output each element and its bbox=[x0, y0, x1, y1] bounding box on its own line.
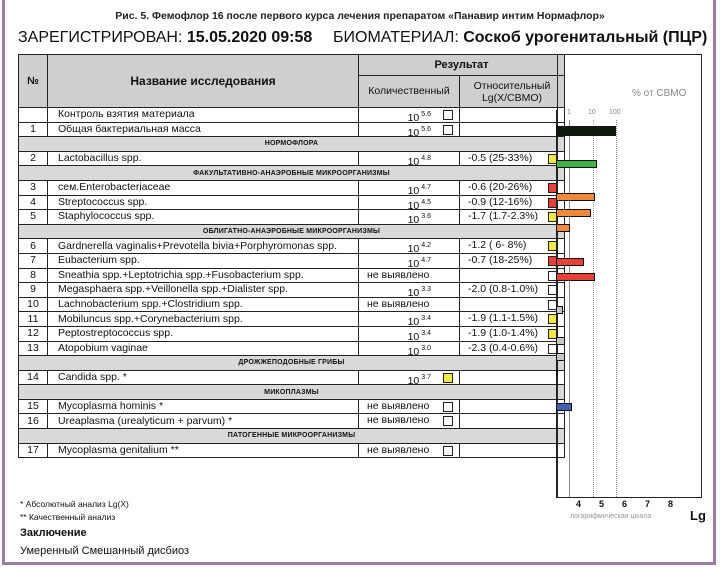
row-number bbox=[19, 108, 48, 123]
conclusion-label: Заключение bbox=[20, 527, 87, 539]
test-name: Lachnobacterium spp.+Clostridium spp. bbox=[48, 297, 359, 312]
col-num-header: № bbox=[19, 55, 48, 108]
qty-cell bbox=[359, 399, 460, 414]
section-row bbox=[19, 224, 565, 239]
test-name: Lactobacillus spp. bbox=[48, 151, 359, 166]
chart-bar bbox=[556, 160, 597, 168]
row-number: 10 bbox=[19, 297, 48, 312]
rel-value: -2.0 (0.8-1.0%) bbox=[468, 283, 539, 296]
row-number: 7 bbox=[19, 253, 48, 268]
chart-bar bbox=[556, 337, 565, 345]
table-row bbox=[19, 414, 565, 429]
x-tick-label: 4 bbox=[576, 499, 582, 509]
test-name: Eubacterium spp. bbox=[48, 253, 359, 268]
qty-value: 10 $^{3.6}$ bbox=[407, 213, 431, 227]
gridline-100pct bbox=[616, 120, 617, 497]
rel-value: -0.6 (20-26%) bbox=[468, 180, 533, 193]
chart-title: % от СВМО bbox=[632, 88, 687, 99]
rel-value: -2.3 (0.4-0.6%) bbox=[468, 341, 539, 354]
chart-bar bbox=[556, 224, 570, 232]
rel-cell bbox=[460, 399, 565, 414]
qty-value: 10 $^{5.6}$ bbox=[407, 125, 431, 139]
gridline-1pct bbox=[569, 120, 570, 497]
test-name: Gardnerella vaginalis+Prevotella bivia+Porphyromonas spp. bbox=[48, 239, 359, 254]
qty-cell bbox=[359, 268, 460, 283]
section-row bbox=[19, 166, 565, 181]
rel-cell bbox=[460, 443, 565, 458]
row-number: 8 bbox=[19, 268, 48, 283]
table-header-row bbox=[19, 55, 565, 76]
test-name: Megasphaera spp.+Veillonella spp.+Dialister spp. bbox=[48, 283, 359, 298]
pct-tick-100: 100 bbox=[609, 109, 621, 116]
section-row bbox=[19, 385, 565, 400]
row-number: 17 bbox=[19, 443, 48, 458]
section-title: ОБЛИГАТНО-АНАЭРОБНЫЕ МИКРООРГАНИЗМЫ bbox=[19, 224, 565, 239]
table-row bbox=[19, 239, 565, 254]
status-flag-icon bbox=[443, 446, 453, 456]
row-number: 4 bbox=[19, 195, 48, 210]
rel-cell bbox=[460, 195, 565, 210]
qty-value: 10 $^{4.7}$ bbox=[407, 256, 431, 270]
table-row bbox=[19, 283, 565, 298]
row-number: 2 bbox=[19, 151, 48, 166]
rel-cell bbox=[460, 414, 565, 429]
row-number: 1 bbox=[19, 122, 48, 137]
section-title: ПАТОГЕННЫЕ МИКРООРГАНИЗМЫ bbox=[19, 429, 565, 444]
row-number: 5 bbox=[19, 210, 48, 225]
table-row bbox=[19, 108, 565, 123]
test-name: сем.Enterobacteriaceae bbox=[48, 180, 359, 195]
section-title: НОРМОФЛОРА bbox=[19, 137, 565, 152]
qty-value: 10 $^{5.6}$ bbox=[407, 111, 431, 124]
rel-cell bbox=[460, 239, 565, 254]
qty-cell bbox=[359, 443, 460, 458]
rel-cell bbox=[460, 283, 565, 298]
x-tick-label: 8 bbox=[668, 499, 674, 509]
section-title: ФАКУЛЬТАТИВНО-АНАЭРОБНЫЕ МИКРООРГАНИЗМЫ bbox=[19, 166, 565, 181]
row-number: 13 bbox=[19, 341, 48, 356]
section-row bbox=[19, 429, 565, 444]
test-name: Streptococcus spp. bbox=[48, 195, 359, 210]
qty-cell bbox=[359, 180, 460, 195]
table-row bbox=[19, 268, 565, 283]
test-name: Mycoplasma genitalium ** bbox=[48, 443, 359, 458]
qty-not-detected: не выявлено bbox=[367, 414, 430, 427]
biomaterial-value: Соскоб урогенитальный (ПЦР) bbox=[463, 29, 708, 46]
test-name: Ureaplasma (urealyticum + parvum) * bbox=[48, 414, 359, 429]
qty-cell bbox=[359, 195, 460, 210]
rel-value: -0.7 (18-25%) bbox=[468, 253, 533, 266]
row-number: 9 bbox=[19, 283, 48, 298]
rel-cell bbox=[460, 326, 565, 341]
figure-caption: Рис. 5. Фемофлор 16 после первого курса лечения препаратом «Панавир интим Нормафлор» bbox=[115, 10, 605, 22]
qty-value: 10 $^{3.7}$ bbox=[407, 373, 431, 387]
rel-cell bbox=[460, 297, 565, 312]
results-table bbox=[18, 54, 565, 458]
rel-value: -1.7 (1.7-2.3%) bbox=[468, 210, 539, 223]
row-number: 16 bbox=[19, 414, 48, 429]
section-title: МИКОПЛАЗМЫ bbox=[19, 385, 565, 400]
status-flag-icon bbox=[443, 110, 453, 120]
table-row bbox=[19, 122, 565, 137]
qty-value: 10 $^{3.4}$ bbox=[407, 315, 431, 329]
qty-cell bbox=[359, 326, 460, 341]
col-rel-header: Относительный Lg(X/СВМО) bbox=[460, 76, 565, 108]
qty-cell bbox=[359, 297, 460, 312]
qty-value: 10 $^{3.3}$ bbox=[407, 286, 431, 300]
gridline-10pct bbox=[593, 120, 594, 497]
chart-bar bbox=[556, 403, 572, 411]
table-row bbox=[19, 195, 565, 210]
section-row bbox=[19, 137, 565, 152]
row-number: 3 bbox=[19, 180, 48, 195]
rel-cell bbox=[460, 151, 565, 166]
table-row bbox=[19, 370, 565, 385]
qty-cell bbox=[359, 210, 460, 225]
qty-cell bbox=[359, 341, 460, 356]
qty-value: 10 $^{4.7}$ bbox=[407, 183, 431, 197]
qty-not-detected: не выявлено bbox=[367, 443, 430, 456]
axis-label-lg: Lg bbox=[690, 508, 706, 523]
qty-value: 10 $^{4.5}$ bbox=[407, 198, 431, 212]
registered-value: 15.05.2020 09:58 bbox=[186, 29, 313, 46]
status-flag-icon bbox=[443, 373, 453, 383]
qty-not-detected: не выявлено bbox=[367, 399, 430, 412]
chart-bar bbox=[556, 258, 584, 266]
qty-cell bbox=[359, 283, 460, 298]
status-flag-icon bbox=[443, 416, 453, 426]
rel-value: -1.9 (1.1-1.5%) bbox=[468, 312, 539, 325]
rel-cell bbox=[460, 253, 565, 268]
test-name: Mycoplasma hominis * bbox=[48, 399, 359, 414]
qty-not-detected: не выявлено bbox=[367, 268, 430, 281]
row-number: 11 bbox=[19, 312, 48, 327]
table-row bbox=[19, 180, 565, 195]
chart-y-axis bbox=[556, 110, 557, 498]
qty-cell bbox=[359, 239, 460, 254]
rel-cell bbox=[460, 312, 565, 327]
test-name: Mobiluncus spp.+Corynebacterium spp. bbox=[48, 312, 359, 327]
pct-tick-10: 10 bbox=[588, 109, 596, 116]
test-name: Общая бактериальная масса bbox=[48, 122, 359, 137]
status-flag-icon bbox=[443, 125, 453, 135]
col-qty-header: Количественный bbox=[359, 76, 460, 108]
qty-value: 10 $^{3.4}$ bbox=[407, 329, 431, 343]
row-number: 12 bbox=[19, 326, 48, 341]
registered-label: ЗАРЕГИСТРИРОВАН: bbox=[18, 29, 183, 46]
qty-cell bbox=[359, 312, 460, 327]
rel-cell bbox=[460, 122, 565, 137]
qty-cell bbox=[359, 122, 460, 137]
biomaterial-label: БИОМАТЕРИАЛ: bbox=[333, 29, 459, 46]
chart-bar bbox=[556, 193, 595, 201]
chart-bar bbox=[556, 353, 565, 361]
table-row bbox=[19, 341, 565, 356]
table-row bbox=[19, 399, 565, 414]
rel-cell bbox=[460, 180, 565, 195]
rel-value: -1.2 ( 6- 8%) bbox=[468, 239, 527, 252]
table-row bbox=[19, 253, 565, 268]
table-row bbox=[19, 326, 565, 341]
col-name-header: Название исследования bbox=[48, 55, 359, 108]
status-flag-icon bbox=[443, 402, 453, 412]
x-tick-label: 5 bbox=[599, 499, 605, 509]
qty-not-detected: не выявлено bbox=[367, 297, 430, 310]
section-title: ДРОЖЖЕПОДОБНЫЕ ГРИБЫ bbox=[19, 356, 565, 371]
rel-value: -1.9 (1.0-1.4%) bbox=[468, 326, 539, 339]
qty-cell bbox=[359, 108, 460, 123]
chart-bar bbox=[556, 306, 563, 314]
qty-value: 10 $^{3.0}$ bbox=[407, 344, 431, 358]
x-tick-label: 7 bbox=[645, 499, 651, 509]
chart-x-axis bbox=[556, 497, 684, 498]
test-name: Sneathia spp.+Leptotrichia spp.+Fusobacterium spp. bbox=[48, 268, 359, 283]
test-name: Peptostreptococcus spp. bbox=[48, 326, 359, 341]
section-row bbox=[19, 356, 565, 371]
test-name: Candida spp. * bbox=[48, 370, 359, 385]
qty-cell bbox=[359, 151, 460, 166]
pct-tick-1: 1 bbox=[567, 109, 571, 116]
qty-value: 10 $^{4.2}$ bbox=[407, 242, 431, 256]
row-number: 6 bbox=[19, 239, 48, 254]
chart-bar bbox=[556, 273, 595, 281]
table-row bbox=[19, 210, 565, 225]
rel-cell bbox=[460, 341, 565, 356]
qty-cell bbox=[359, 414, 460, 429]
test-name: Контроль взятия материала bbox=[48, 108, 359, 123]
test-name: Staphylococcus spp. bbox=[48, 210, 359, 225]
col-result-header: Результат bbox=[359, 55, 565, 76]
table-row bbox=[19, 297, 565, 312]
chart-bar bbox=[556, 369, 558, 377]
qty-cell bbox=[359, 370, 460, 385]
chart-bar bbox=[556, 126, 616, 136]
registered-info bbox=[18, 29, 312, 47]
footnote-2: ** Качественный анализ bbox=[20, 512, 116, 522]
rel-cell bbox=[460, 370, 565, 385]
axis-note: логарифмическая шкала bbox=[570, 513, 652, 520]
row-number: 14 bbox=[19, 370, 48, 385]
biomaterial-info bbox=[333, 29, 707, 47]
rel-cell bbox=[460, 268, 565, 283]
qty-cell bbox=[359, 253, 460, 268]
qty-value: 10 $^{4.8}$ bbox=[407, 154, 431, 168]
row-number: 15 bbox=[19, 399, 48, 414]
x-tick-label: 6 bbox=[622, 499, 628, 509]
rel-cell bbox=[460, 108, 565, 123]
footnote-1: * Абсолютный анализ Lg(X) bbox=[20, 499, 129, 509]
table-row bbox=[19, 443, 565, 458]
test-name: Atopobium vaginae bbox=[48, 341, 359, 356]
chart-bar bbox=[556, 209, 591, 217]
table-row bbox=[19, 151, 565, 166]
conclusion-text: Умеренный Смешанный дисбиоз bbox=[20, 545, 190, 557]
rel-cell bbox=[460, 210, 565, 225]
rel-value: -0.9 (12-16%) bbox=[468, 195, 533, 208]
table-row bbox=[19, 312, 565, 327]
rel-value: -0.5 (25-33%) bbox=[468, 151, 533, 164]
